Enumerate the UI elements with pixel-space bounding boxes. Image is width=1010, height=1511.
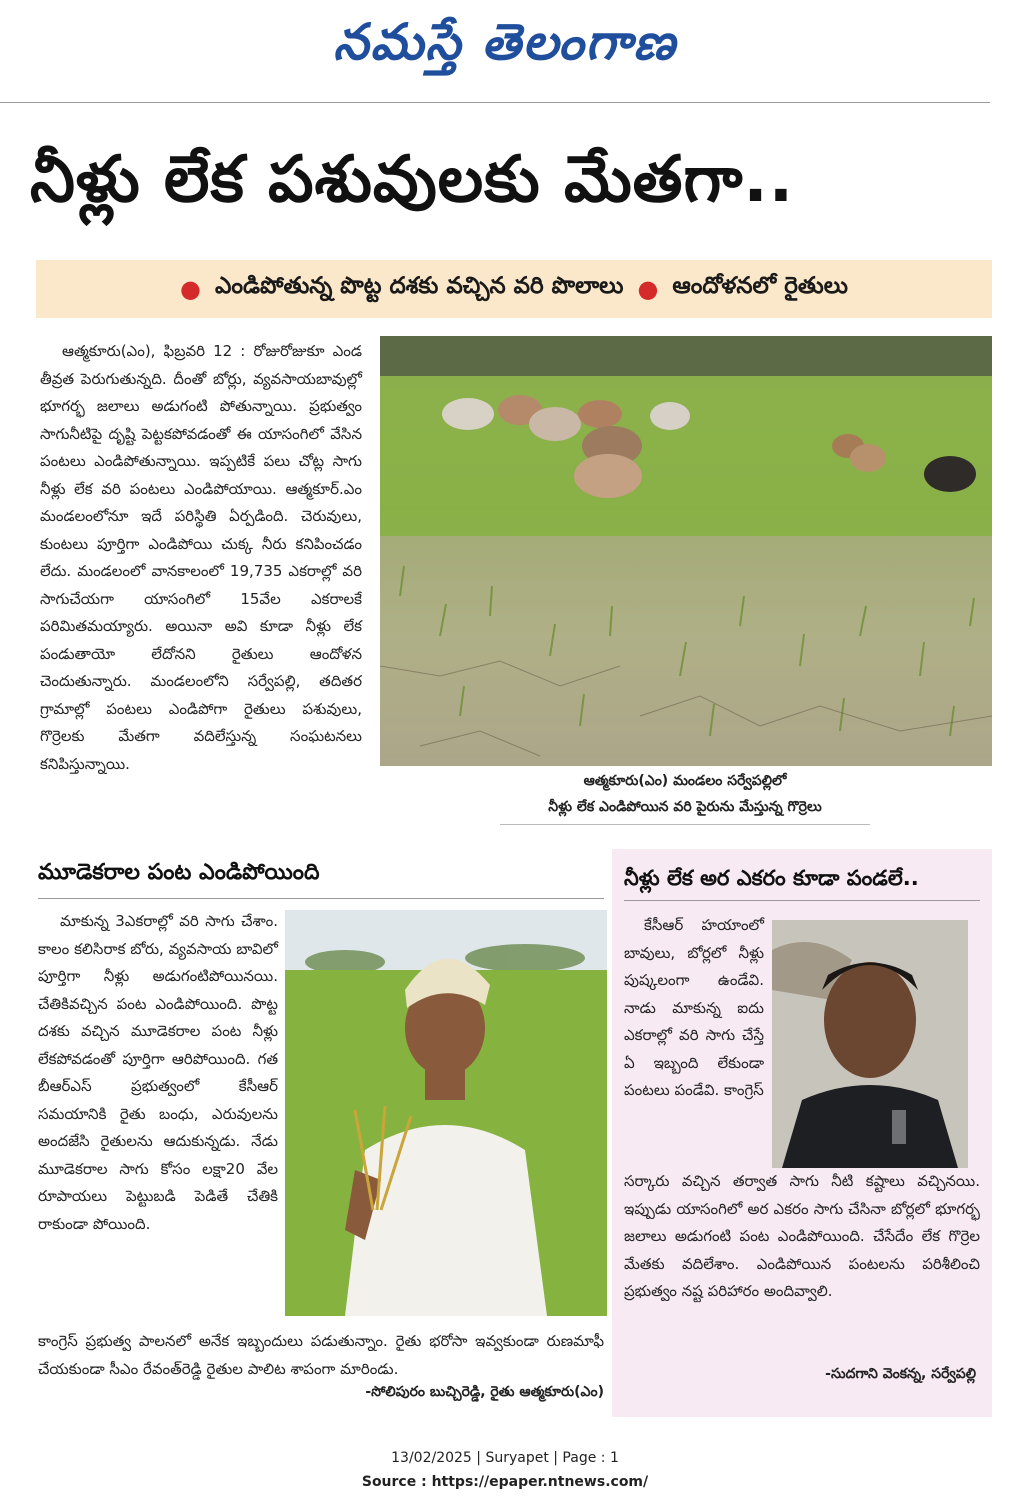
page-footer (0, 1446, 1010, 1494)
bullet-icon: ● (637, 275, 659, 303)
subheadline-bar (36, 260, 992, 318)
section3-column (624, 912, 764, 1105)
section3-divider (624, 900, 980, 901)
section2-text: మాకున్న 3ఎకరాల్లో వరి సాగు చేశాం. కాలం కలిసిరాక బోరు, వ్యవసాయ బావిలో పూర్తిగా నీళ్లు అడుగంటిపోయినయి. చేతికివచ్చిన పంట ఎండిపోయింది. పొట్ట దశకు వచ్చిన మూడెకరాల పంట నీళ్లు లేకపోవడంతో పూర్తిగా ఆరిపోయింది. గత బీఆర్‌ఎస్ ప్రభుత్వంలో కేసీఆర్ సమయానికి రైతు బంధు, ఎరువులను అందజేసి రైతులను ఆదుకున్నడు. నేడు మూడెకరాల సాగు కోసం లక్షా20 వేల రూపాయలు పెట్టుబడి పెడితే చేతికి రాకుండా పోయింది. (38, 912, 278, 1233)
bullet-icon: ● (180, 275, 201, 303)
masthead-divider (0, 102, 990, 103)
caption-line-1: ఆత్మకూరు(ఎం) మండలం సర్వేపల్లిలో (583, 773, 787, 789)
section3-credit: -సుదగాని వెంకన్న, సర్వేపల్లి (825, 1366, 976, 1382)
headline: నీళ్లు లేక పశువులకు మేతగా.. (30, 143, 795, 217)
newspaper-logo: నమస్తే తెలంగాణ (333, 13, 677, 71)
section3-text-wide: సర్కారు వచ్చిన తర్వాత సాగు నీటి కష్టాలు వచ్చినయి. ఇప్పుడు యాసంగిలో అర ఎకరం సాగు చేసినా బోర్లలో భూగర్భ జలాలు అడుగంటి పంట ఎండిపోయింది. చేసేదేం లేక గొర్రెల మేతకు వదిలేశాం. ఎండిపోయిన పంటలను పరిశీలించి ప్రభుత్వం నష్ట పరిహారం అందివ్వాలి. (624, 1172, 980, 1300)
section3-title: నీళ్లు లేక అర ఎకరం కూడా పండలే.. (624, 866, 919, 890)
caption-line-2: నీళ్లు లేక ఎండిపోయిన వరి పైరును మేస్తున్న గొర్రెలు (548, 799, 822, 815)
section2-column (38, 908, 278, 1238)
sheep-grazing-photo (380, 336, 992, 766)
footer-source: Source : https://epaper.ntnews.com/ (361, 1474, 649, 1490)
main-story-text: ఆత్మకూరు(ఎం), ఫిబ్రవరి 12 : రోజురోజుకూ ఎండ తీవ్రత పెరుగుతున్నది. దీంతో బోర్లు, వ్యవసాయబావుల్లో భూగర్భ జలాలు అడుగంటి పోతున్నాయి. ప్రభుత్వం సాగునీటిపై దృష్టి పెట్టకపోవడంతో ఈ యాసంగిలో వేసిన పంటలు ఎండిపోతున్నాయి. ఇప్పటికే పలు చోట్ల సాగు నీళ్లు లేక వరి పంటలు ఎండిపోయాయి. ఆత్మకూర్.ఎం మండలంలోనూ ఇదే పరిస్థితి ఏర్పడింది. చెరువులు, కుంటలు పూర్తిగా ఎండిపోయి చుక్క నీరు కనిపించడం లేదు. మండలంలో వానకాలంలో 19,735 ఎకరాల్లో వరి సాగుచేయగా యాసంగిలో 15వేల ఎకరాలకే పరిమితమయ్యారు. అయినా అవి కూడా నీళ్లు లేక పండుతాయో లేదోనని రైతులు ఆందోళన చెందుతున్నారు. మండలంలోని సర్వేపల్లి, తదితర గ్రామాల్లో పంటలు ఎండిపోగా రైతులు పశువులు, గొర్రెలకు మేతగా వదిలేస్తున్న సంఘటనలు కనిపిస్తున్నాయి. (40, 342, 362, 773)
section2-divider (38, 898, 604, 899)
main-story-column (40, 338, 362, 778)
section2-text-wide: కాంగ్రెస్ ప్రభుత్వ పాలనలో అనేక ఇబ్బందులు పడుతున్నాం. రైతు భరోసా ఇవ్వకుండా రుణమాఫీ చేయకుండా సీఎం రేవంత్‌రెడ్డి రైతుల పాలిట శాపంగా మారిండు. (38, 1332, 604, 1378)
section3-continuation (624, 1168, 980, 1306)
section2-credit: -సోలిపురం బుచ్చిరెడ్డి, రైతు ఆత్మకూరు(ఎం) (365, 1384, 604, 1400)
photo-caption (500, 768, 870, 825)
section2-title: మూడెకరాల పంట ఎండిపోయింది (38, 860, 320, 885)
subhead-item-2: ఆందోళనలో రైతులు (672, 273, 848, 299)
farmer-portrait-photo (772, 920, 968, 1168)
farmer-illustration (285, 910, 607, 1316)
sheep-field-illustration (380, 336, 992, 766)
farmer-photo (285, 910, 607, 1316)
section2-continuation (38, 1328, 604, 1383)
masthead (0, 6, 1010, 78)
section3-text: కేసీఆర్ హయాంలో బావులు, బోర్లలో నీళ్లు పుష్కలంగా ఉండేవి. నాడు మాకున్న ఐదు ఎకరాల్లో వరి సాగు చేస్తే ఏ ఇబ్బంది లేకుండా పంటలు పండేవి. కాంగ్రెస్ (624, 916, 764, 1099)
portrait-illustration (772, 920, 968, 1168)
footer-date-edition: 13/02/2025 | Suryapet | Page : 1 (391, 1450, 619, 1466)
subhead-item-1: ఎండిపోతున్న పొట్ట దశకు వచ్చిన వరి పొలాలు (215, 273, 624, 299)
